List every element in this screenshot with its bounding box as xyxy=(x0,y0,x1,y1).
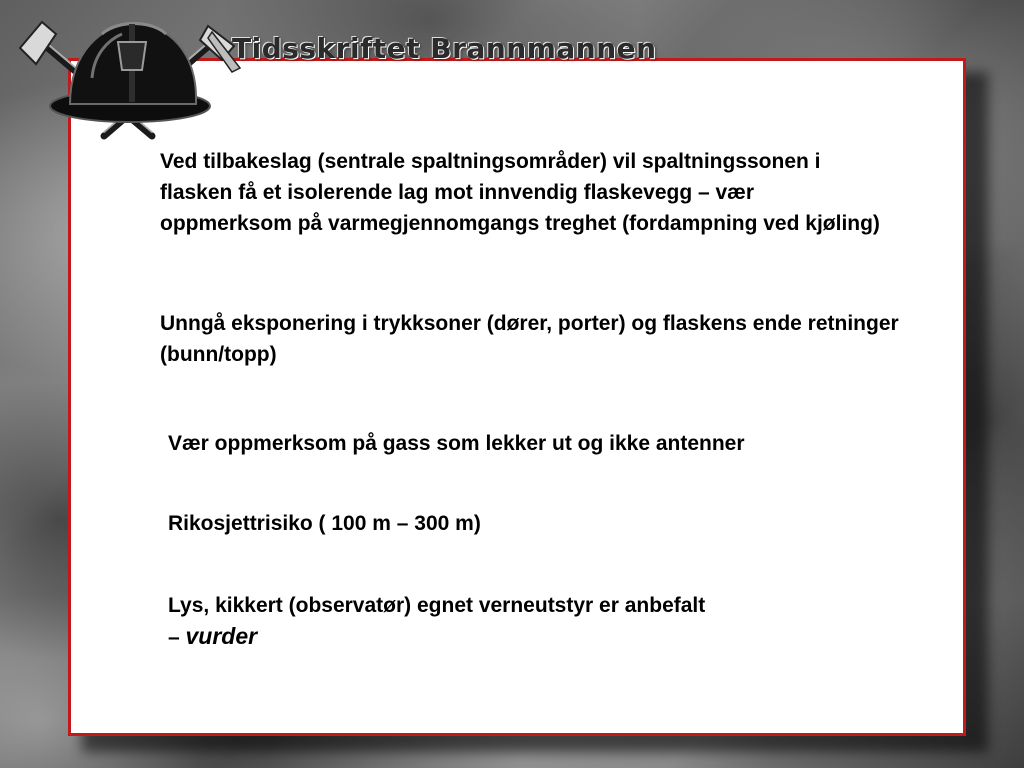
paragraph-backdraft: Ved tilbakeslag (sentrale spaltningsområder) vil spaltningssonen i flasken få et isolerende lag mot innvendig flaskevegg – vær oppmerksom på varmegjennomgangs treghet (fordampning ved kjøling) xyxy=(160,150,880,235)
paragraph-equipment xyxy=(168,590,908,653)
paragraph-ricochet: Rikosjettrisiko ( 100 m – 300 m) xyxy=(168,512,481,535)
page-title: Tidsskriftet Brannmannen xyxy=(232,32,657,65)
paragraph-gas-leak: Vær oppmerksom på gass som lekker ut og ikke antenner xyxy=(168,432,745,455)
paragraph-equipment-dash: – xyxy=(168,626,186,649)
firefighter-helmet-crossed-axes-icon xyxy=(12,8,252,148)
paragraph-equipment-main: Lys, kikkert (observatør) egnet verneutstyr er anbefalt xyxy=(168,594,706,617)
paragraph-pressure-zones: Unngå eksponering i trykksoner (dører, porter) og flaskens ende retninger (bunn/topp) xyxy=(160,312,899,366)
paragraph-equipment-emphasis: vurder xyxy=(185,623,258,649)
